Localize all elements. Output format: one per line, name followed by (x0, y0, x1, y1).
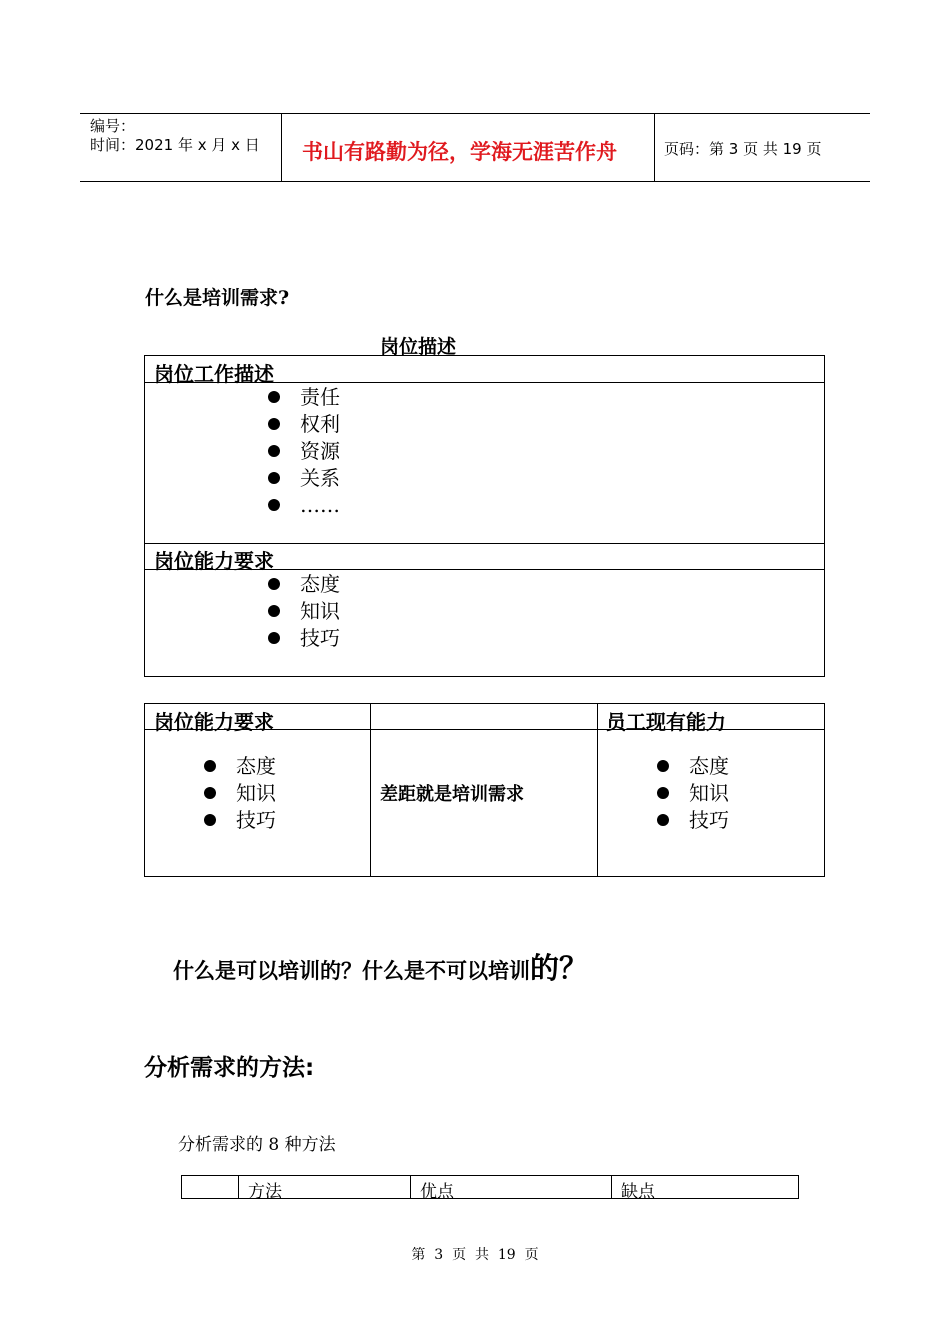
job-ability-list (268, 571, 340, 652)
table-rule (410, 1175, 411, 1199)
job-description-title: 岗位描述 (380, 336, 457, 358)
header-bottom-rule (80, 181, 870, 182)
header-divider-right (654, 113, 655, 182)
list-item: 资源 (268, 438, 340, 465)
gap-right-heading: 员工现有能力 (606, 710, 726, 734)
bullet-icon (204, 814, 216, 826)
header-divider-left (281, 113, 282, 182)
bullet-icon (204, 760, 216, 772)
list-item: 态度 (657, 753, 729, 780)
bullet-icon (268, 578, 280, 590)
table-rule (597, 703, 598, 877)
gap-right-list (657, 753, 729, 834)
bullet-icon (204, 787, 216, 799)
bullet-icon (268, 472, 280, 484)
header-top-rule (80, 113, 870, 114)
header-page-label: 页码：第 3 页 共 19 页 (664, 140, 822, 158)
gap-middle-text: 差距就是培训需求 (380, 784, 524, 805)
question-trainable-part1: 什么是可以培训的？什么是不可以培训 (173, 959, 530, 983)
question-trainable (173, 946, 588, 987)
table-rule (611, 1175, 612, 1199)
list-item: …… (268, 492, 340, 519)
header-motto: 书山有路勤为径，学海无涯苦作舟 (302, 139, 617, 164)
gap-left-list (204, 753, 276, 834)
bullet-icon (268, 391, 280, 403)
list-item: 权利 (268, 411, 340, 438)
bullet-icon (268, 445, 280, 457)
list-item: 知识 (204, 780, 276, 807)
job-ability-heading: 岗位能力要求 (154, 549, 274, 573)
methods-col-method: 方法 (248, 1182, 282, 1202)
table-rule (144, 543, 825, 544)
question-trainable-part2: 的？ (530, 951, 589, 985)
list-item: 态度 (268, 571, 340, 598)
job-work-heading: 岗位工作描述 (154, 362, 274, 386)
bullet-icon (268, 499, 280, 511)
question-training-needs: 什么是培训需求? (145, 287, 290, 309)
table-rule (370, 703, 371, 877)
bullet-icon (657, 787, 669, 799)
list-item: 知识 (268, 598, 340, 625)
bullet-icon (657, 760, 669, 772)
list-item: 技巧 (268, 625, 340, 652)
header-time-label: 时间：2021 年 x 月 x 日 (90, 136, 260, 154)
gap-left-heading: 岗位能力要求 (154, 710, 274, 734)
methods-caption: 分析需求的 8 种方法 (178, 1135, 336, 1155)
methods-col-pros: 优点 (420, 1182, 454, 1202)
list-item: 技巧 (204, 807, 276, 834)
bullet-icon (268, 605, 280, 617)
list-item: 态度 (204, 753, 276, 780)
job-description-table (144, 355, 825, 677)
job-work-list (268, 384, 340, 519)
list-item: 技巧 (657, 807, 729, 834)
header-number-label: 编号： (90, 117, 136, 135)
bullet-icon (657, 814, 669, 826)
footer-page-number: 第 3 页 共 19 页 (411, 1247, 539, 1263)
bullet-icon (268, 418, 280, 430)
table-rule (238, 1175, 239, 1199)
bullet-icon (268, 632, 280, 644)
methods-col-cons: 缺点 (621, 1182, 655, 1202)
list-item: 知识 (657, 780, 729, 807)
list-item: 关系 (268, 465, 340, 492)
list-item: 责任 (268, 384, 340, 411)
methods-heading: 分析需求的方法: (144, 1055, 315, 1081)
